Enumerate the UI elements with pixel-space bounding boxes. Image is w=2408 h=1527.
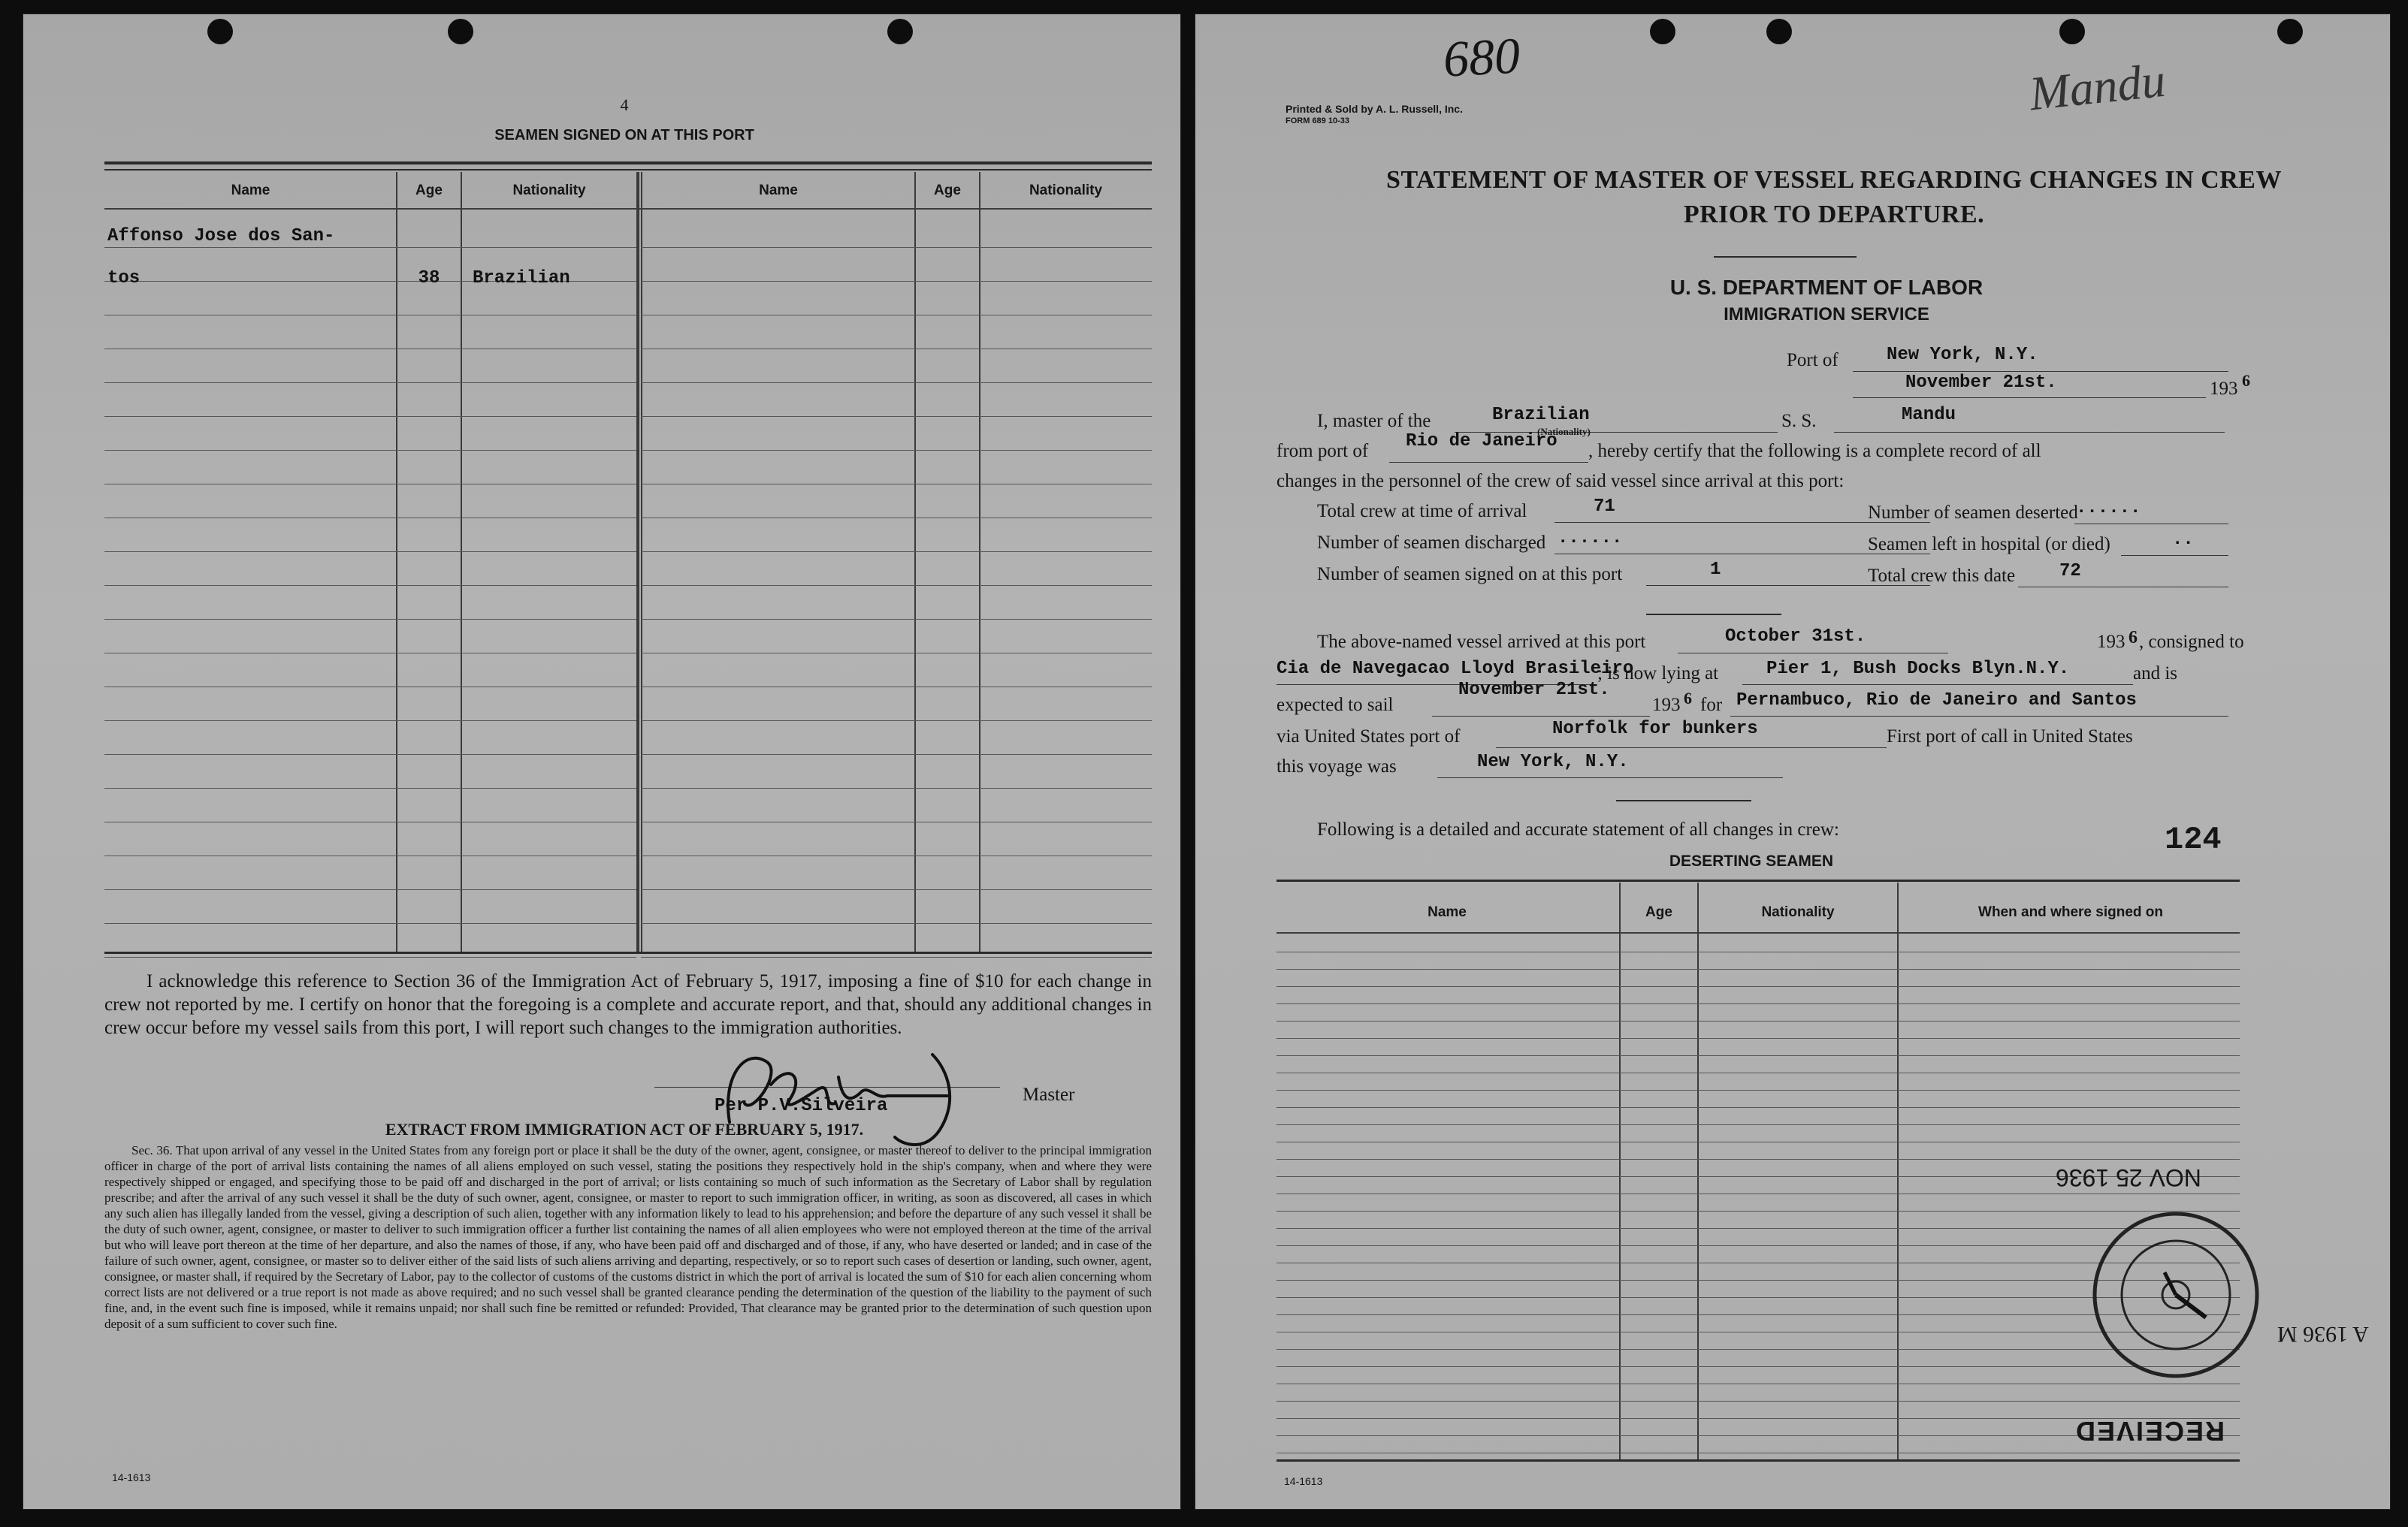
- for-label: for: [1700, 695, 1723, 715]
- table-row: [641, 754, 1152, 755]
- this-voyage-value: New York, N.Y.: [1477, 752, 1629, 772]
- table-row: [1277, 1401, 2240, 1402]
- table-row: [104, 247, 636, 248]
- column-header-age: Age: [1645, 904, 1672, 920]
- table-row: [641, 889, 1152, 890]
- table-row: [1277, 1055, 2240, 1056]
- deserted-value: ......: [2076, 498, 2141, 518]
- table-row: [641, 382, 1152, 383]
- master-of-label: I, master of the: [1317, 411, 1431, 431]
- certify-text-2: changes in the personnel of the crew of said vessel since arrival at this port:: [1277, 471, 1845, 491]
- table-row: [641, 957, 1152, 958]
- department-name: U. S. DEPARTMENT OF LABOR: [1669, 276, 1984, 299]
- hospital-label: Seamen left in hospital (or died): [1868, 534, 2110, 554]
- column-header-name: Name: [1428, 904, 1467, 920]
- signed-on-label: Number of seamen signed on at this port: [1317, 564, 1623, 584]
- discharged-value: ......: [1557, 528, 1623, 548]
- table-row: [1277, 1124, 2240, 1125]
- table-row: [1277, 986, 2240, 987]
- certify-text: , hereby certify that the following is a complete record of all: [1588, 441, 2041, 461]
- table-cell-name: Affonso Jose dos San-: [107, 226, 335, 246]
- column-header-when-where: When and where signed on: [1978, 904, 2163, 920]
- punch-hole: [2277, 19, 2303, 44]
- year-digit: 6: [2129, 628, 2138, 647]
- table-row: [104, 720, 636, 721]
- year-prefix: 193: [2210, 379, 2238, 399]
- section-title: SEAMEN SIGNED ON AT THIS PORT: [494, 127, 754, 143]
- table-row: [641, 720, 1152, 721]
- year-digit: 6: [1684, 689, 1692, 708]
- table-row: [104, 450, 636, 451]
- table-row: [104, 416, 636, 417]
- stamp-received: RECEIVED: [2074, 1416, 2225, 1447]
- service-name: IMMIGRATION SERVICE: [1724, 304, 1929, 324]
- total-date-label: Total crew this date: [1868, 566, 2016, 586]
- table-row: [641, 416, 1152, 417]
- table-bottom-rule: [104, 952, 1152, 954]
- extract-text: Sec. 36. That upon arrival of any vessel in the United States from any foreign port or place it shall be the duty of the owner, agent, consignee, or master thereof to deliver to the principal immigration officer in charge of the port of arrival lists containing the names of all aliens employed on such vessel, stating the positions they respectively hold in the ship's company, when and where they were respectively shipped or engaged, and specifying those to be paid off and discharged in the port of arrival; or lists containing so much of such information as the Secretary of Labor shall by regulation prescribe; and after the arrival of any such vessel it shall be the duty of such owner, agent, consignee, or master to report to such immigration officer, in writing, as soon as discovered, all cases in which any such alien has illegally landed from the vessel, giving a description of such alien, together with any information likely to lead to his apprehension; and before the departure of any such vessel it shall be the duty of such owner, agent, consignee, or master to deliver to such immigration officer a further list containing the names of all alien employees who were not employed thereon at the time of the arrival but who will leave port thereon at the time of her departure, and also the names of those, if any, who have been paid off and discharged and of those, if any, who have deserted or landed; and in case of the failure of such owner, agent, consignee, or master so to deliver either of the said lists of such aliens arriving and departing, respectively, or so to report such cases of desertion or landing, such owner, agent, consignee, or master shall, if required by the Secretary of Labor, pay to the collector of customs of the customs district in which the port of arrival is located the sum of $10 for each alien concerning whom correct lists are not delivered or a true report is not made as above required; and no such vessel shall be granted clearance pending the determination of the question of the liability to the payment of such fine, and, in the event such fine is imposed, while it remains unpaid; nor shall such fine be remitted or refunded: Provided, That clearance may be granted prior to the determination of such question upon deposit of a sum sufficient to cover such fine.: [104, 1143, 1152, 1331]
- table-row: [1277, 969, 2240, 970]
- punch-hole: [207, 19, 233, 44]
- punch-hole: [887, 19, 913, 44]
- table-row: [104, 889, 636, 890]
- year-prefix: 193: [2097, 632, 2126, 652]
- stamp-extra: A 1936 M: [2277, 1322, 2369, 1347]
- form-title: STATEMENT OF MASTER OF VESSEL REGARDING CHANGES IN CREW PRIOR TO DEPARTURE.: [1386, 166, 2282, 228]
- table-row: [1277, 1159, 2240, 1160]
- page-number: 4: [620, 95, 629, 114]
- table-row: [641, 247, 1152, 248]
- table-row: [1277, 1003, 2240, 1004]
- discharged-label: Number of seamen discharged: [1317, 533, 1546, 553]
- handwritten-number: 680: [1442, 26, 1521, 88]
- table-row: [1277, 1090, 2240, 1091]
- table-top-rule: [104, 161, 1152, 164]
- left-page: [23, 14, 1181, 1510]
- table-cell-nationality: Brazilian: [473, 268, 570, 288]
- via-value: Norfolk for bunkers: [1552, 719, 1758, 739]
- column-header-nationality: Nationality: [1029, 183, 1103, 198]
- table-cell-age: 38: [418, 268, 440, 288]
- table-row: [1277, 1021, 2240, 1022]
- nationality-hint: (Nationality): [1537, 426, 1591, 437]
- table-row: [641, 923, 1152, 924]
- form-number: FORM 689 10-33: [1286, 116, 1349, 125]
- table-header-rule: [1277, 932, 2240, 934]
- consigned-label: , consigned to: [2139, 632, 2244, 652]
- port-value: New York, N.Y.: [1887, 345, 2038, 365]
- signer-name: Per P.V.Silveira: [715, 1096, 888, 1116]
- table-row: [1277, 1107, 2240, 1108]
- table-row: [1277, 1038, 2240, 1039]
- hospital-value: ..: [2172, 530, 2194, 550]
- table-row: [104, 923, 636, 924]
- right-page: [1195, 14, 2391, 1510]
- punch-hole: [2059, 19, 2085, 44]
- from-port-value: Rio de Janeiro: [1406, 431, 1557, 451]
- column-header-age: Age: [415, 183, 443, 198]
- arrived-label: The above-named vessel arrived at this port: [1317, 632, 1646, 652]
- column-header-nationality: Nationality: [512, 183, 586, 198]
- via-label: via United States port of: [1277, 726, 1461, 747]
- extract-title: EXTRACT FROM IMMIGRATION ACT OF FEBRUARY 5, 1917.: [385, 1120, 864, 1139]
- column-header-name: Name: [231, 183, 270, 198]
- master-label: Master: [1023, 1085, 1075, 1105]
- form-code: 14-1613: [112, 1471, 151, 1483]
- table-row: [104, 957, 636, 958]
- expected-value: November 21st.: [1458, 680, 1610, 700]
- first-port-label: First port of call in United States: [1887, 726, 2133, 747]
- table-row: [104, 619, 636, 620]
- column-header-age: Age: [934, 183, 961, 198]
- printer-line: Printed & Sold by A. L. Russell, Inc.: [1286, 103, 1463, 115]
- table-bottom-rule: [1277, 1459, 2240, 1462]
- table-row: [641, 788, 1152, 789]
- expected-label: expected to sail: [1277, 695, 1394, 715]
- punch-hole: [1650, 19, 1675, 44]
- punch-hole: [1766, 19, 1792, 44]
- destination-value: Pernambuco, Rio de Janeiro and Santos: [1736, 690, 2137, 711]
- table-row: [641, 450, 1152, 451]
- punch-hole: [448, 19, 473, 44]
- year-digit: 6: [2242, 371, 2250, 390]
- ss-label: S. S.: [1781, 411, 1817, 431]
- table-row: [104, 382, 636, 383]
- table-row: [641, 281, 1152, 282]
- table-cell-name: tos: [107, 268, 140, 288]
- date-value: November 21st.: [1905, 373, 2057, 393]
- year-prefix: 193: [1652, 695, 1681, 715]
- arrived-value: October 31st.: [1725, 626, 1866, 647]
- acknowledgement-text: I acknowledge this reference to Section 36 of the Immigration Act of February 5, 1917, imposing a fine of $10 for each change in crew not reported by me. I certify on honor that the foregoing is a complete and accurate report, and that, should any additional changes in crew occur before my vessel sails from this port, I will report such changes to the immigration authorities.: [104, 971, 1152, 1038]
- deserting-title: DESERTING SEAMEN: [1669, 853, 1834, 870]
- table-row: [104, 754, 636, 755]
- lying-label: ; is now lying at: [1597, 663, 1719, 684]
- port-label: Port of: [1787, 350, 1838, 370]
- deserted-label: Number of seamen deserted: [1868, 502, 2078, 523]
- table-row: [641, 551, 1152, 552]
- following-text: Following is a detailed and accurate statement of all changes in crew:: [1317, 819, 1839, 840]
- table-row: [641, 585, 1152, 586]
- column-header-name: Name: [759, 183, 798, 198]
- table-header-rule: [104, 208, 1152, 210]
- nationality-value: Brazilian: [1492, 405, 1590, 425]
- table-row: [641, 619, 1152, 620]
- total-date-value: 72: [2059, 561, 2081, 581]
- table-row: [104, 585, 636, 586]
- signed-on-value: 1: [1710, 560, 1721, 580]
- and-is: and is: [2133, 663, 2178, 684]
- column-header-nationality: Nationality: [1761, 904, 1835, 920]
- immigration-stamp-icon: [2082, 1201, 2270, 1389]
- consignee-value: Cia de Navegacao Lloyd Brasileiro: [1277, 659, 1634, 679]
- ship-value: Mandu: [1902, 405, 1956, 425]
- from-port-label: from port of: [1277, 441, 1369, 461]
- page-count-stamp: 124: [2165, 822, 2222, 858]
- table-row: [104, 788, 636, 789]
- form-code: 14-1613: [1284, 1475, 1323, 1487]
- this-voyage-label: this voyage was: [1277, 756, 1397, 777]
- handwritten-ship-name: Mandu: [2026, 53, 2168, 121]
- table-row: [104, 551, 636, 552]
- lying-value: Pier 1, Bush Docks Blyn.N.Y.: [1766, 659, 2070, 679]
- total-arrival-value: 71: [1594, 496, 1615, 517]
- stamp-date: NOV 25 1936: [2056, 1164, 2201, 1191]
- total-arrival-label: Total crew at time of arrival: [1317, 501, 1527, 521]
